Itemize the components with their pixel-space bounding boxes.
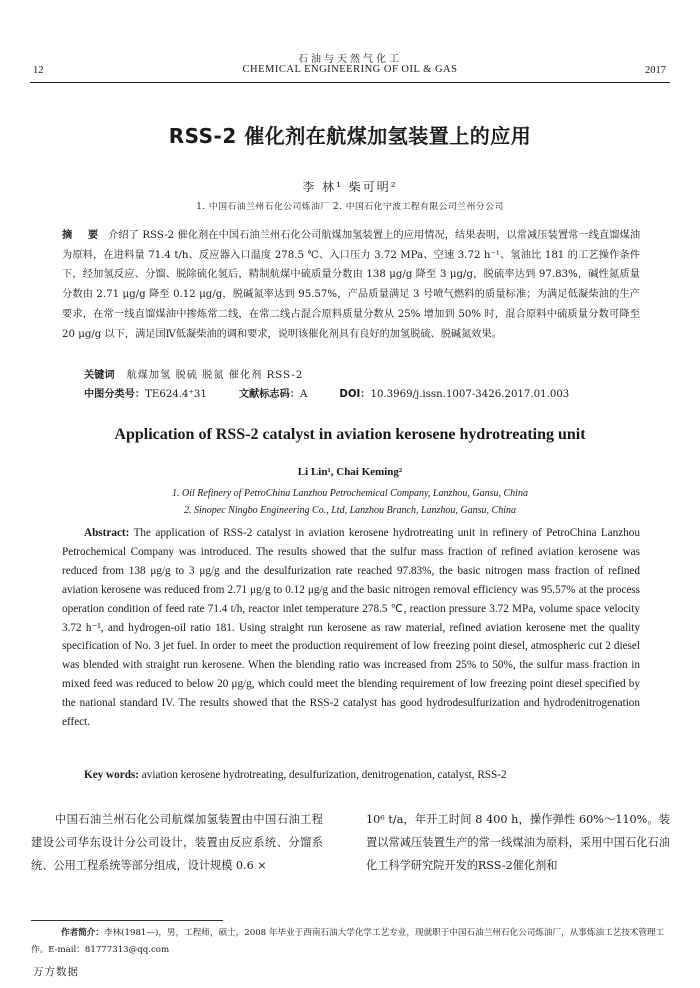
doi-value[interactable]: 10.3969/j.issn.1007-3426.2017.01.003 [370, 389, 570, 400]
abstract-en [62, 524, 640, 732]
authors-cn: 李 林¹ 柴可明² [302, 180, 398, 194]
page-number: 12 [33, 65, 44, 76]
abstract-cn-label: 摘 要 [62, 230, 105, 241]
author-footnote [31, 925, 670, 959]
doc-code-label: 文献标志码： [238, 389, 300, 400]
authors-en: Li Lin¹, Chai Keming² [297, 466, 403, 478]
clc-label: 中图分类号： [84, 389, 146, 400]
affiliations-cn: 1. 中国石油兰州石化公司炼油厂 2. 中国石化宁波工程有限公司兰州分公司 [196, 202, 504, 212]
author-footnote-label: 作者简介： [61, 928, 104, 938]
running-head-journal-cn: 石油与天然气化工 [298, 54, 402, 65]
page-title-cn: RSS-2 催化剂在航煤加氢装置上的应用 [168, 124, 532, 148]
doc-code-value: A [300, 389, 308, 400]
author-footnote-text: 李林(1981—)，男，工程师，硕士，2008 年毕业于西南石油大学化学工艺专业，现就职于中国石油兰州石化公司炼油厂，从事炼油工艺技术管理工作。E-mail：81777313@qq.com [31, 928, 665, 955]
affiliation-en-2: 2. Sinopec Ningbo Engineering Co., Ltd, Lanzhou Branch, Lanzhou, Gansu, China [184, 505, 516, 516]
database-watermark: 万方数据 [33, 966, 79, 978]
keywords-cn-values: 航煤加氢 脱硫 脱氮 催化剂 RSS-2 [126, 370, 304, 381]
abstract-en-text: The application of RSS-2 catalyst in aviation kerosene hydrotreating unit in refinery of PetroChina Lanzhou Petrochemical Company was introduced. The results showed that the sulfur mass fraction of refined aviation kerosene was reduced from 138 μg/g to 3 μg/g and the desulfurization rate reached 97.83%, the basic nitrogen mass fraction of refined aviation kerosene was reduced from 2.71 μg/g to 0.12 μg/g and the basic nitrogen removal efficiency was 95.57% at the process operation condition of feed rate 71.4 t/h, reactor inlet temperature 278.5 ℃, reaction pressure 3.72 MPa, volume space velocity 3.72 h⁻¹, and hydrogen-oil ratio 181. Using straight run kerosene as raw material, refined aviation kerosene met the quality specification of No. 3 jet fuel. In order to meet the production requirement of low freezing point diesel, atmospheric cut 2 diesel was blended with straight run kerosene. When the blending ratio was increased from 25% to 50%, the sulfur mass fraction in mixed feed was reduced to below 20 μg/g, which could meet the blending requirement of low freezing point diesel specified by the national standard IV. The results showed that the RSS-2 catalyst has good hydrodesulfurization and hydrodenitrogenation effect. [62, 527, 640, 729]
clc-value: TE624.4⁺31 [145, 389, 207, 400]
running-head-journal-en: CHEMICAL ENGINEERING OF OIL & GAS [242, 64, 458, 75]
keywords-en-values: aviation kerosene hydrotreating, desulfurization, denitrogenation, catalyst, RSS-2 [141, 769, 507, 781]
abstract-cn-text: 介绍了 RSS-2 催化剂在中国石油兰州石化公司航煤加氢装置上的应用情况，结果表明，以常减压装置常一线直馏煤油为原料，在进料量 71.4 t/h、反应器入口温度 278.5 ℃、入口压力 3.72 MPa、空速 3.72 h⁻¹、氢油比 181 的工艺操作条件下，经加氢反应、分馏、脱除硫化氢后，精制航煤中硫质量分数由 138 μg/g 降至 3 μg/g，脱硫率达到 97.83%，碱性氮质量分数由 2.71 μg/g 降至 0.12 μg/g，脱碱氮率达到 95.57%，产品质量满足 3 号喷气燃料的质量标准；为满足低凝柴油的生产要求，在常一线直馏煤油中掺炼常二线，在常二线占混合原料质量分数从 25% 增加到 50% 时，混合原料中硫质量分数可降至 20 μg/g 以下，满足国Ⅳ低凝柴油的调和要求，说明该催化剂具有良好的加氢脱硫、脱碱氮效果。 [62, 230, 641, 340]
header-divider [30, 82, 670, 83]
classification-line [84, 385, 569, 400]
doi-label: DOI： [339, 389, 371, 400]
body-text-left-column: 中国石油兰州石化公司航煤加氢装置由中国石油工程建设公司华东设计分公司设计，装置由反应系统、分馏系统、公用工程系统等部分组成，设计规模 0.6 × [31, 813, 323, 872]
abstract-cn [62, 226, 640, 344]
keywords-en-label: Key words: [84, 769, 139, 781]
affiliations-en [0, 485, 700, 519]
page-title-en: Application of RSS-2 catalyst in aviation kerosene hydrotreating unit [114, 426, 586, 443]
footnote-divider [31, 920, 223, 921]
keywords-en [84, 769, 507, 781]
publication-year: 2017 [645, 65, 666, 76]
keywords-cn-label: 关键词 [84, 370, 115, 381]
keywords-cn [84, 366, 303, 381]
body-text-right-column: 10⁶ t/a，年开工时间 8 400 h，操作弹性 60%～110%。装置以常减压装置生产的常一线煤油为原料，采用中国石化石油化工科学研究院开发的RSS-2催化剂和 [366, 813, 670, 872]
affiliation-en-1: 1. Oil Refinery of PetroChina Lanzhou Petrochemical Company, Lanzhou, Gansu, China [172, 488, 528, 499]
abstract-en-label: Abstract: [84, 527, 130, 539]
